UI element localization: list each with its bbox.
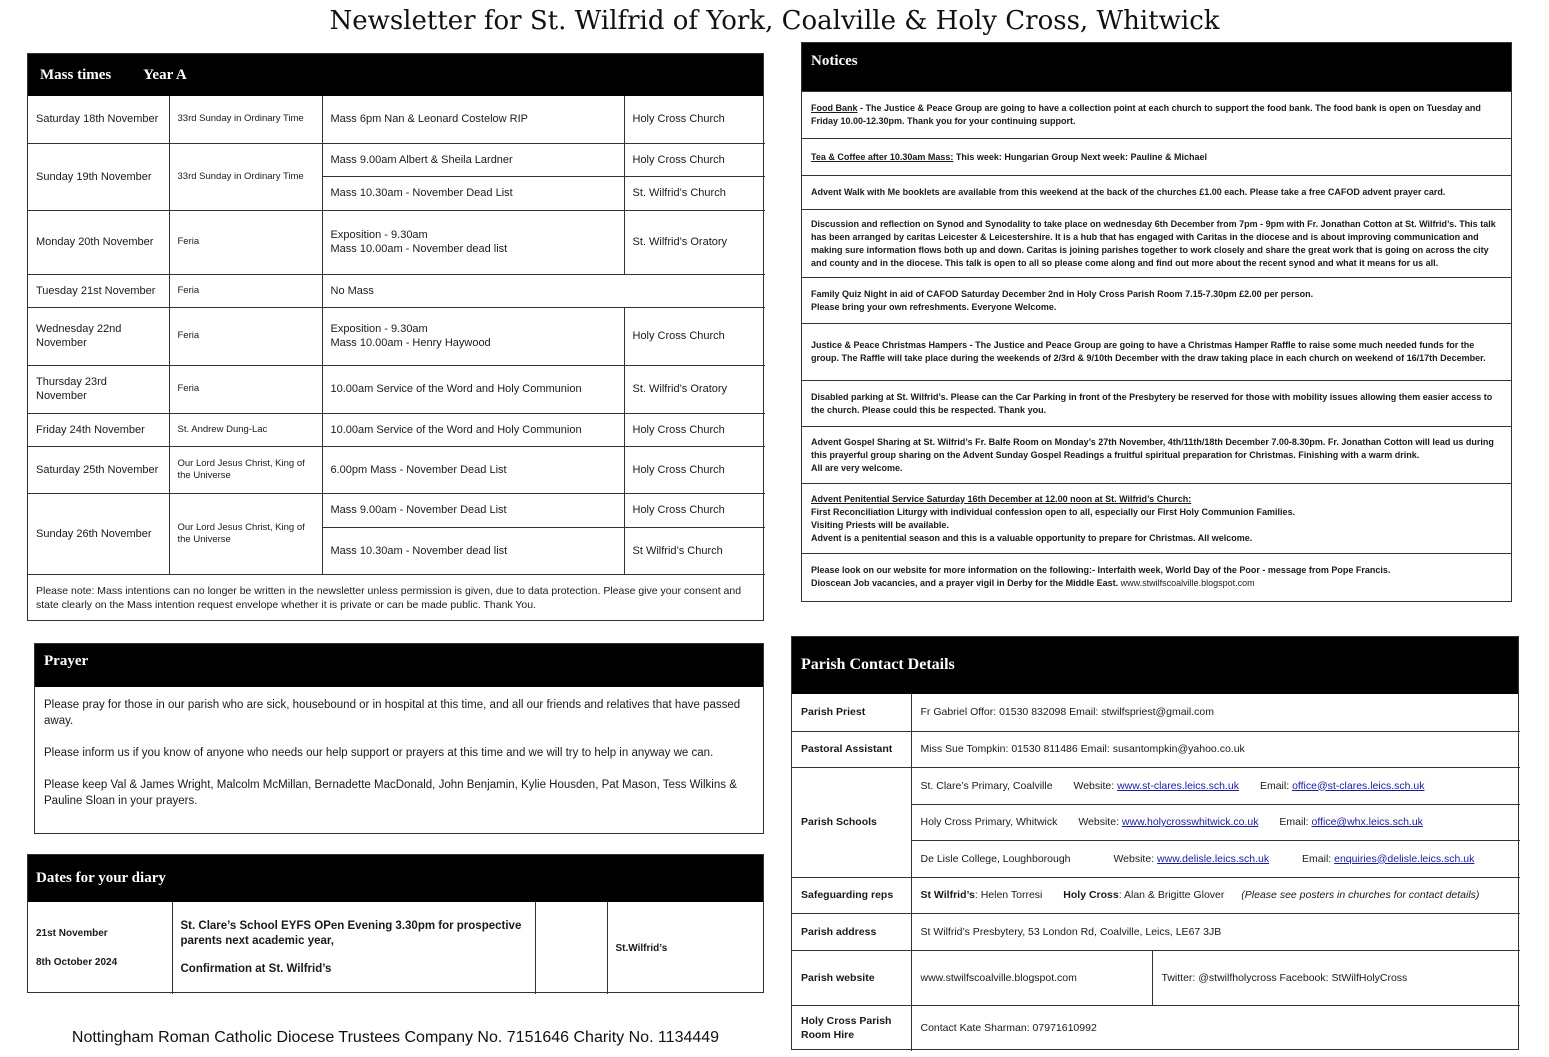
mass-line: Mass 10.00am - Henry Haywood [330, 337, 491, 349]
notice-text: Family Quiz Night in aid of CAFOD Saturday December 2nd in Holy Cross Parish Room 7.15-7.30pm £2.00 per person. [811, 288, 1314, 299]
school-email-link[interactable]: office@whx.leics.sch.uk [1311, 816, 1423, 828]
notice-text: Discussion and reflection on Synod and Synodality to take place on wednesday 6th December from 7pm - 9pm with Fr. Jonathan Cotton at St. Wilfrid’s. This talk has been arranged by caritas Leicester & Leicestershire. It is a hub that has engaged with Caritas in the diocese and is about improving communication and making sure information flows both up and down. Caritas is joining parishes together to work closely and share the great work that is going on across the city and county and in the diocese. This talk is open to all so please come along and find out more about the recent synod and what it means for us all. [811, 218, 1496, 268]
contact-label: Parish Schools [792, 767, 911, 877]
table-row [28, 413, 765, 446]
parish-website[interactable]: www.stwilfscoalville.blogspot.com [911, 950, 1152, 1005]
mass-times-table [28, 96, 765, 622]
table-row [792, 1005, 1520, 1051]
diary-date: 8th October 2024 [36, 957, 118, 968]
mass-line: Exposition - 9.30am [330, 229, 428, 241]
diary-event: St. Clare’s School EYFS OPen Evening 3.30pm for prospective parents next academic year, [180, 920, 522, 947]
diary-dates [28, 902, 172, 994]
table-row [792, 694, 1520, 731]
notice-website [802, 553, 1511, 599]
contact-label: Holy Cross Parish Room Hire [792, 1005, 911, 1051]
school-website-link[interactable]: www.st-clares.leics.sch.uk [1117, 779, 1240, 792]
website-label: Website: [1073, 779, 1115, 792]
mass-place: Holy Cross Church [624, 446, 765, 493]
email-label: Email: [1279, 816, 1309, 828]
liturgical-year: Year A [143, 67, 187, 83]
diary-date: 21st November [36, 928, 108, 939]
school-name: Holy Cross Primary, Whitwick [920, 816, 1058, 828]
mass-feast: St. Andrew Dung-Lac [169, 413, 322, 446]
diary-header: Dates for your diary [28, 855, 763, 902]
email-label: Email: [1302, 852, 1332, 865]
prayer-section [34, 643, 764, 834]
email-label: Email: [1259, 779, 1290, 792]
diary-event: Confirmation at St. Wilfrid’s [180, 963, 332, 975]
prayer-body [35, 687, 763, 819]
school-row [911, 767, 1520, 804]
mass-intention [322, 210, 624, 274]
diary-section [27, 854, 764, 993]
mass-day: Thursday 23rd November [28, 365, 169, 413]
table-row [792, 767, 1520, 804]
table-row [792, 913, 1520, 950]
table-row [792, 731, 1520, 767]
table-row [792, 950, 1520, 1005]
mass-day: Sunday 26th November [28, 493, 169, 574]
notice-quiz-night [802, 277, 1511, 323]
diary-table [28, 902, 765, 994]
mass-feast: Our Lord Jesus Christ, King of the Universe [169, 446, 322, 493]
website-link[interactable]: www.stwilfscoalville.blogspot.com [1120, 577, 1255, 588]
mass-feast: 33rd Sunday in Ordinary Time [169, 143, 322, 210]
notices-section [801, 42, 1512, 602]
notice-penitential-service [802, 483, 1511, 553]
mass-place: Holy Cross Church [624, 96, 765, 143]
table-row [28, 307, 765, 365]
notice-label: Tea & Coffee after 10.30am Mass: [811, 151, 954, 162]
prayer-paragraph: Please pray for those in our parish who are sick, housebound or in hospital at this time, and all our friends and relatives that have passed away. [44, 699, 741, 727]
safeguarding-note: (Please see posters in churches for contact details) [1241, 889, 1480, 901]
notice-text: First Reconciliation Liturgy with individual confession open to all, especially our First Holy Communion Families. [811, 506, 1296, 517]
notice-text: All are very welcome. [811, 462, 903, 473]
table-row [28, 210, 765, 274]
table-row [28, 493, 765, 527]
mass-feast: 33rd Sunday in Ordinary Time [169, 96, 322, 143]
parish-address: St Wilfrid’s Presbytery, 53 London Rd, Coalville, Leics, LE67 3JB [911, 913, 1520, 950]
mass-feast: Feria [169, 210, 322, 274]
contact-label: Parish address [792, 913, 911, 950]
mass-intention: Mass 6pm Nan & Leonard Costelow RIP [322, 96, 624, 143]
notice-text: Dioscean Job vacancies, and a prayer vigil in Derby for the Middle East. [811, 577, 1121, 588]
mass-day: Monday 20th November [28, 210, 169, 274]
notice-tea-coffee [802, 138, 1511, 175]
mass-feast: Feria [169, 274, 322, 307]
parish-social: Twitter: @stwilfholycross Facebook: StWilfHolyCross [1152, 950, 1520, 1005]
mass-intention: Mass 9.00am Albert & Sheila Lardner [322, 143, 624, 176]
notices-header: Notices [802, 43, 1511, 91]
contacts-section [791, 636, 1519, 1050]
contact-label: Pastoral Assistant [792, 731, 911, 767]
church-name: St Wilfrid’s [920, 889, 975, 901]
mass-feast: Our Lord Jesus Christ, King of the Universe [169, 493, 322, 574]
mass-intention: Mass 10.30am - November dead list [322, 527, 624, 574]
mass-day: Saturday 25th November [28, 446, 169, 493]
table-row [28, 274, 765, 307]
mass-feast: Feria [169, 307, 322, 365]
mass-place: Holy Cross Church [624, 493, 765, 527]
mass-intention: No Mass [322, 274, 765, 307]
mass-intention: Mass 10.30am - November Dead List [322, 176, 624, 210]
mass-intention: 10.00am Service of the Word and Holy Communion [322, 413, 624, 446]
diary-empty-cell [535, 902, 607, 994]
notice-gospel-sharing [802, 426, 1511, 483]
data-protection-note: Please note: Mass intentions can no longer be written in the newsletter unless permission is given, due to data protection. Please give your consent and state clearly on the Mass intention request envelope whether it is private or can be made public. Thank You. [28, 574, 765, 622]
mass-times-section [27, 53, 764, 621]
mass-place: Holy Cross Church [624, 307, 765, 365]
mass-place: St. Wilfrid’s Oratory [624, 210, 765, 274]
mass-intention: Mass 9.00am - November Dead List [322, 493, 624, 527]
rep-name: : Alan & Brigitte Glover [1118, 889, 1225, 901]
school-email-link[interactable]: enquiries@delisle.leics.sch.uk [1334, 852, 1475, 865]
notice-text: - The Justice & Peace Group are going to have a collection point at each church to support the food bank. The food bank is open on Tuesday and Friday 10.00-12.30pm. Thank you for your continuing support. [811, 103, 1481, 126]
contact-label: Parish website [792, 950, 911, 1005]
mass-place: Holy Cross Church [624, 143, 765, 176]
notice-synod [802, 209, 1511, 277]
website-label: Website: [1113, 852, 1155, 865]
contact-priest: Fr Gabriel Offor: 01530 832098 Email: stwilfspriest@gmail.com [911, 694, 1520, 731]
church-name: Holy Cross [1063, 889, 1119, 901]
prayer-header: Prayer [35, 644, 763, 687]
prayer-paragraph: Please inform us if you know of anyone who needs our help support or prayers at this time and we will try to help in anyway we can. [44, 747, 714, 759]
newsletter-title: Newsletter for St. Wilfrid of York, Coalville & Holy Cross, Whitwick [329, 6, 1220, 36]
school-email-link[interactable]: office@st-clares.leics.sch.uk [1292, 779, 1425, 792]
notice-label: Food Bank [811, 103, 858, 113]
mass-day: Wednesday 22nd November [28, 307, 169, 365]
contacts-header: Parish Contact Details [792, 637, 1518, 694]
table-row [28, 446, 765, 493]
rep-name: : Helen Torresi [974, 889, 1043, 901]
notice-text: Please bring your own refreshments. Everyone Welcome. [811, 301, 1057, 312]
notice-text: Advent Gospel Sharing at St. Wilfrid’s Fr. Balfe Room on Monday’s 27th November, 4th/11th/18th December 7.00-8.30pm. Fr. Jonathan Cotton will lead us during this prayerful group sharing on the Advent Sunday Gospel Readings a fruitful spiritual preparation for Christmas. Finishing with a warm drink. [811, 436, 1494, 460]
notice-label: Advent Penitential Service Saturday 16th December at 12.00 noon at St. Wilfrid’s Church: [811, 493, 1192, 504]
mass-intention: 6.00pm Mass - November Dead List [322, 446, 624, 493]
contact-label: Parish Priest [792, 694, 911, 731]
notice-text: Advent is a penitential season and this is a valuable opportunity to prepare for Christmas. All welcome. [811, 532, 1253, 543]
table-row [28, 365, 765, 413]
table-row [28, 902, 765, 994]
contacts-table [792, 694, 1520, 1051]
school-row [911, 840, 1520, 877]
notice-parking [802, 380, 1511, 426]
mass-place: St Wilfrid’s Church [624, 527, 765, 574]
table-row [28, 143, 765, 176]
mass-line: Exposition - 9.30am [330, 323, 428, 335]
mass-times-header [28, 54, 763, 96]
mass-day: Sunday 19th November [28, 143, 169, 210]
school-name: St. Clare’s Primary, Coalville [920, 779, 1053, 792]
mass-day: Saturday 18th November [28, 96, 169, 143]
mass-place: St. Wilfrid’s Church [624, 176, 765, 210]
school-website-link[interactable]: www.holycrosswhitwick.co.uk [1121, 816, 1259, 828]
notice-text: Visiting Priests will be available. [811, 519, 949, 530]
table-row [792, 877, 1520, 913]
mass-place: St. Wilfrid’s Oratory [624, 365, 765, 413]
safeguarding-reps [911, 877, 1520, 913]
school-name: De Lisle College, Loughborough [920, 852, 1071, 865]
notice-advent-walk [802, 175, 1511, 209]
mass-day: Tuesday 21st November [28, 274, 169, 307]
notice-text: Advent Walk with Me booklets are available from this weekend at the back of the churches £1.00 each. Please take a free CAFOD advent prayer card. [811, 187, 1446, 197]
mass-intention: 10.00am Service of the Word and Holy Communion [322, 365, 624, 413]
notice-text: This week: Hungarian Group Next week: Pauline & Michael [953, 151, 1207, 162]
diary-location: St.Wilfrid’s [607, 902, 765, 994]
contact-label: Safeguarding reps [792, 877, 911, 913]
table-row [28, 574, 765, 622]
notice-text: Disabled parking at St. Wilfrid’s. Please can the Car Parking in front of the Presbytery be reserved for those with mobility issues allowing them easier access to the church. Please could this be respected. Thank you. [811, 391, 1493, 415]
mass-place: Holy Cross Church [624, 413, 765, 446]
contact-assistant: Miss Sue Tompkin: 01530 811486 Email: susantompkin@yahoo.co.uk [911, 731, 1520, 767]
school-row [911, 804, 1520, 840]
mass-intention [322, 307, 624, 365]
mass-day: Friday 24th November [28, 413, 169, 446]
table-row [28, 96, 765, 143]
notice-text: Please look on our website for more information on the following:- Interfaith week, World Day of the Poor - message from Pope Francis. [811, 564, 1391, 575]
mass-line: Mass 10.00am - November dead list [330, 243, 508, 255]
website-label: Website: [1078, 816, 1119, 828]
mass-feast: Feria [169, 365, 322, 413]
mass-times-heading: Mass times [40, 67, 112, 83]
school-website-link[interactable]: www.delisle.leics.sch.uk [1157, 852, 1270, 865]
room-hire-contact: Contact Kate Sharman: 07971610992 [911, 1005, 1520, 1051]
notice-hampers [802, 323, 1511, 380]
notice-text: Justice & Peace Christmas Hampers - The Justice and Peace Group are going to have a Christmas Hamper Raffle to raise some much needed funds for the group. The Raffle will take place during the weekends of 2/3rd & 9/10th December with the draw taking place in each church on weekend of 16/17th December. [811, 340, 1486, 363]
diary-events [172, 902, 535, 994]
prayer-paragraph: Please keep Val & James Wright, Malcolm McMillan, Bernadette MacDonald, John Benjamin, Kylie Housden, Pat Mason, Tess Wilkins & Pauline Sloan in your prayers. [44, 779, 737, 807]
notice-food-bank [802, 91, 1511, 138]
charity-footer: Nottingham Roman Catholic Diocese Trustees Company No. 7151646 Charity No. 1134449 [71, 1029, 720, 1046]
